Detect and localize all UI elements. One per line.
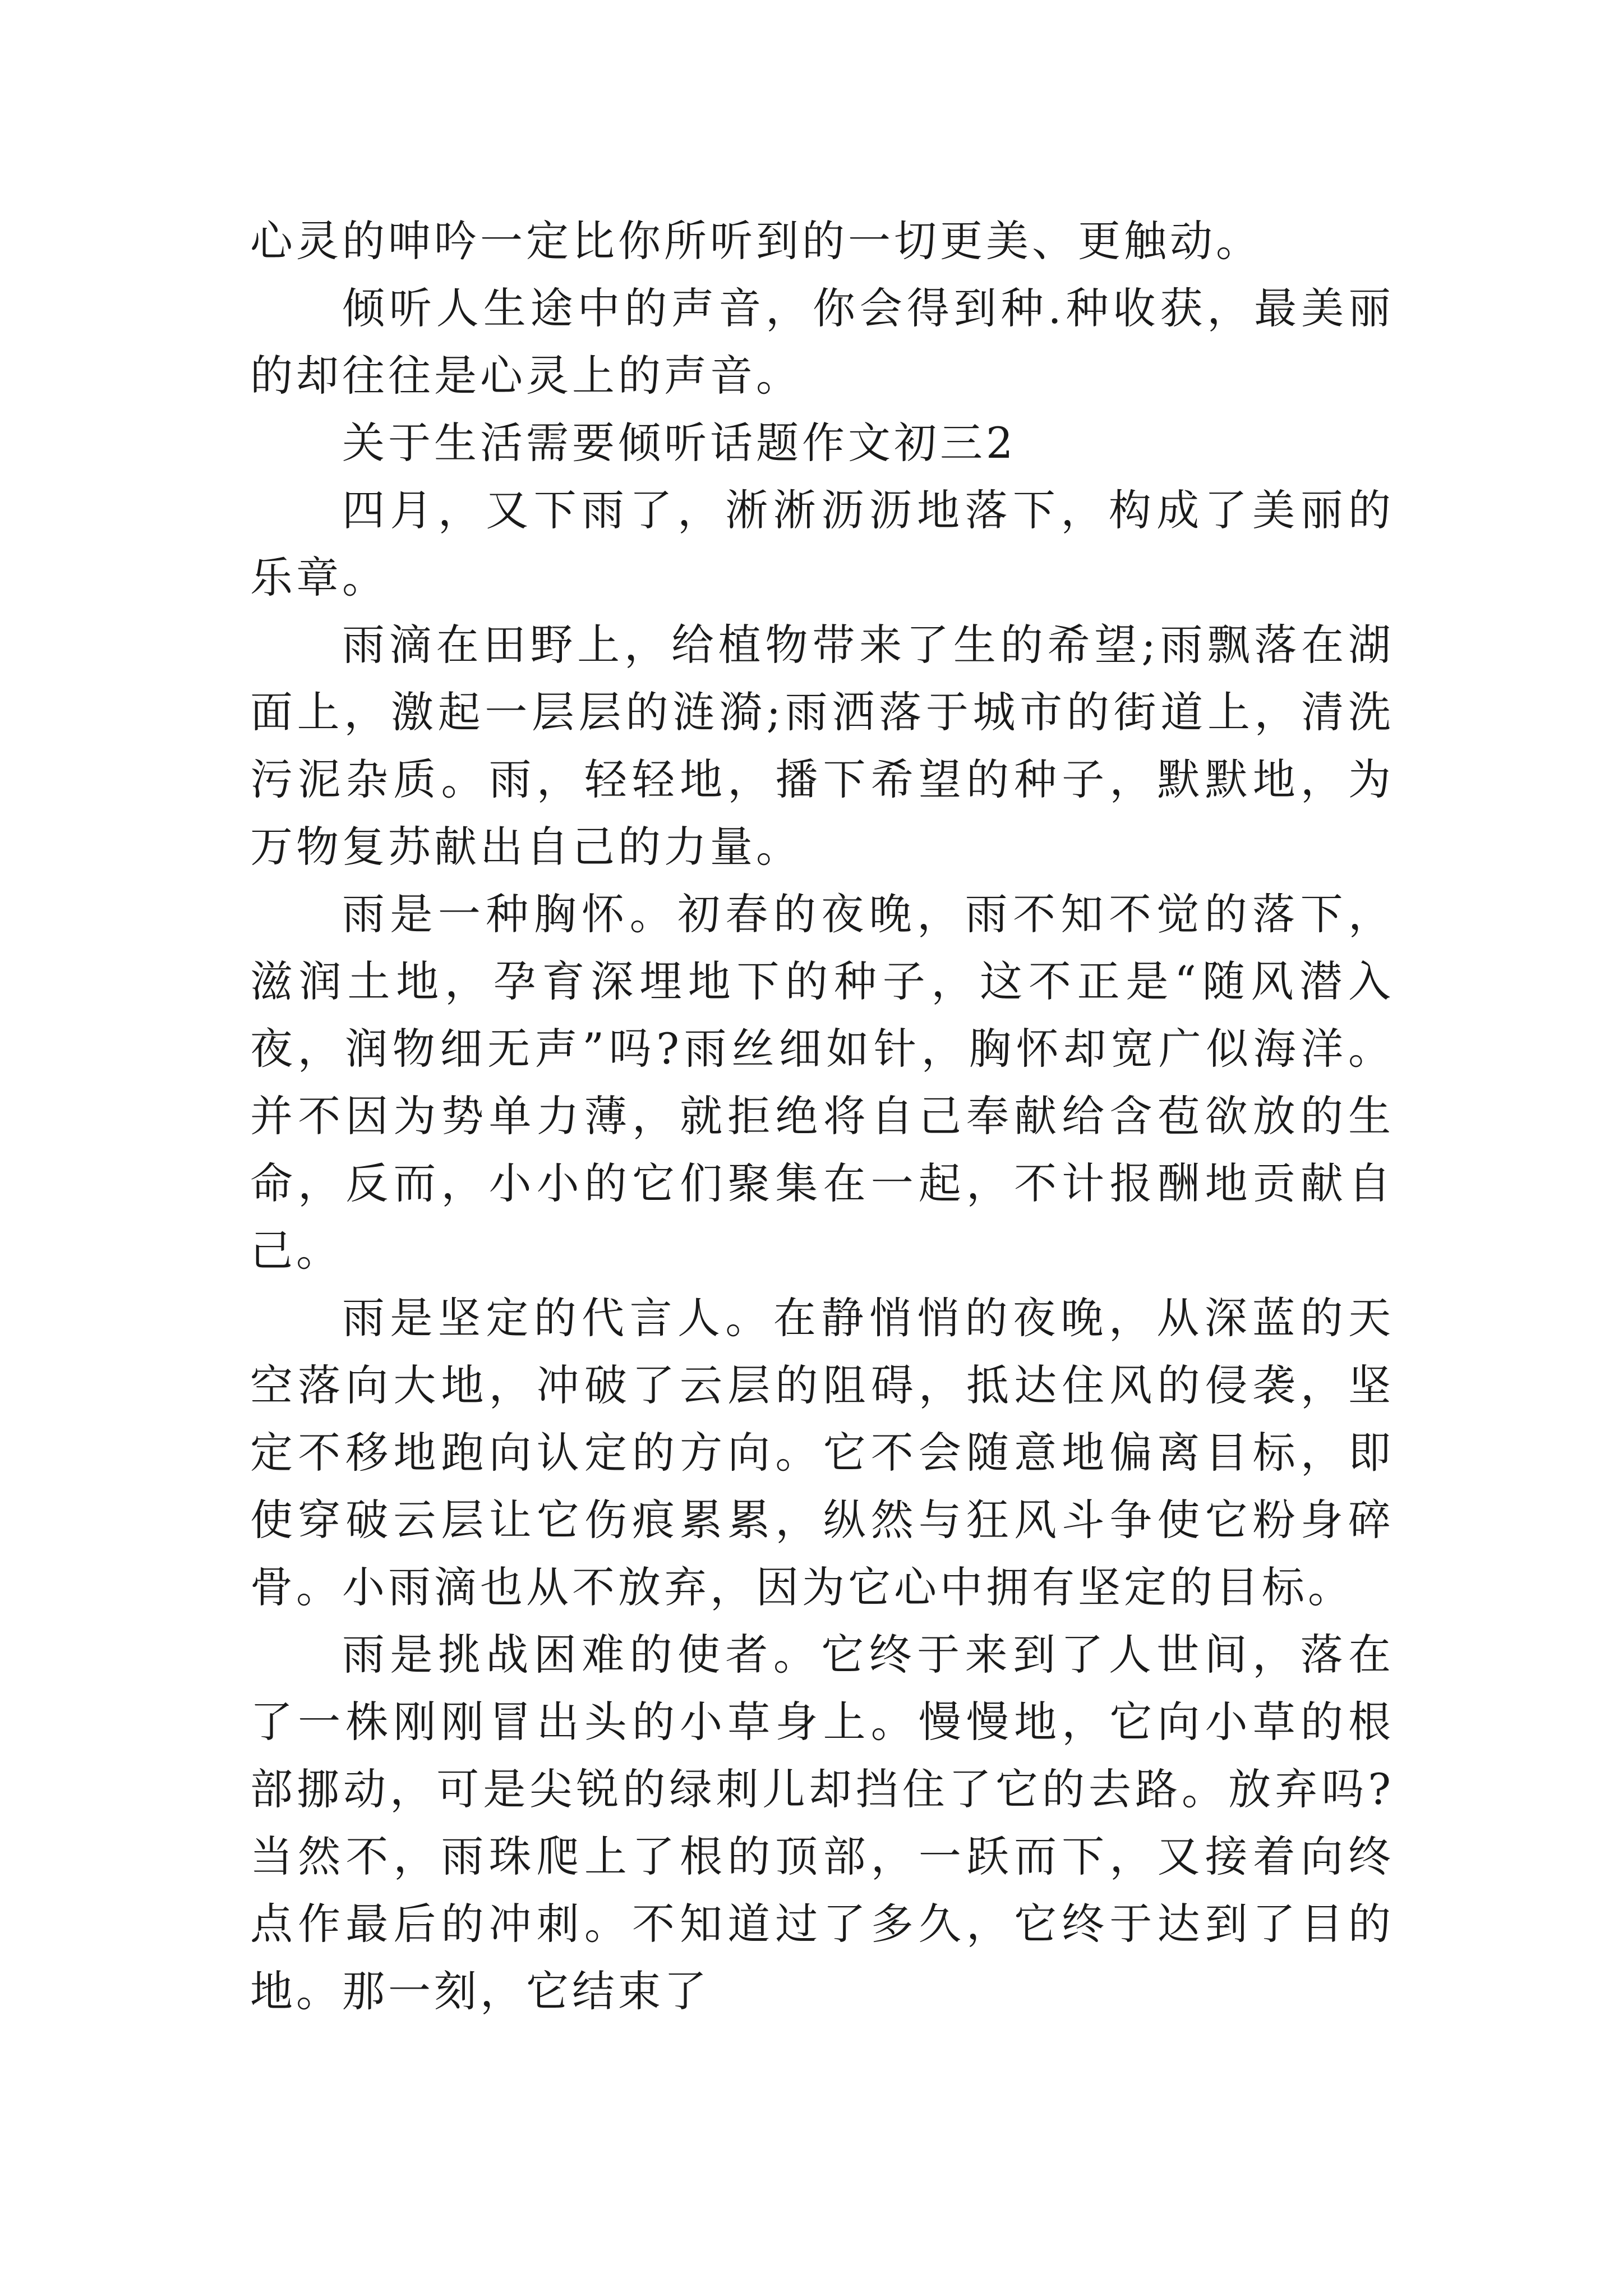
section-heading: 关于生活需要倾听话题作文初三2 xyxy=(342,418,1017,468)
document-body xyxy=(250,208,1394,2025)
paragraph-1: 心灵的呻吟一定比你所听到的一切更美、更触动。 xyxy=(250,216,1262,266)
paragraph-5: 雨是一种胸怀。初春的夜晚，雨不知不觉的落下，滋润土地，孕育深埋地下的种子，这不正是“随风潜入夜，润物细无声”吗?雨丝细如针，胸怀却宽广似海洋。并不因为势单力薄，就拒绝将自己奉献给含苞欲放的生命，反而，小小的它们聚集在一起，不计报酬地贡献自己。 xyxy=(250,889,1394,1276)
paragraph-6: 雨是坚定的代言人。在静悄悄的夜晚，从深蓝的天空落向大地，冲破了云层的阻碍，抵达住风的侵袭，坚定不移地跑向认定的方向。它不会随意地偏离目标，即使穿破云层让它伤痕累累，纵然与狂风斗争使它粉身碎骨。小雨滴也从不放弃，因为它心中拥有坚定的目标。 xyxy=(250,1293,1394,1612)
paragraph-4: 雨滴在田野上，给植物带来了生的希望;雨飘落在湖面上，激起一层层的涟漪;雨洒落于城市的街道上，清洗污泥杂质。雨，轻轻地，播下希望的种子，默默地，为万物复苏献出自己的力量。 xyxy=(250,620,1394,872)
paragraph-3: 四月，又下雨了，淅淅沥沥地落下，构成了美丽的乐章。 xyxy=(250,485,1394,602)
paragraph-7: 雨是挑战困难的使者。它终于来到了人世间，落在了一株刚刚冒出头的小草身上。慢慢地，它向小草的根部挪动，可是尖锐的绿刺儿却挡住了它的去路。放弃吗?当然不，雨珠爬上了根的顶部，一跃而下，又接着向终点作最后的冲刺。不知道过了多久，它终于达到了目的地。那一刻，它结束了 xyxy=(250,1630,1394,2016)
paragraph-2: 倾听人生途中的声音，你会得到种.种收获，最美丽的却往往是心灵上的声音。 xyxy=(250,283,1394,401)
